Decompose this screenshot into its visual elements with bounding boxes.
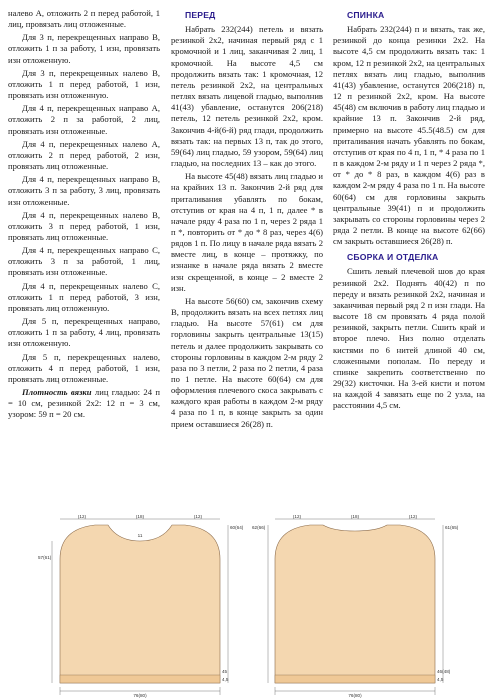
front-low2-label: 45 (222, 669, 228, 674)
back-low2-label: 46(48) (437, 669, 451, 674)
paragraph: Набрать 232(244) п и вязать, так же, резинкой до конца резинки 2х2. На высоте 4,5 см продолжить вязать так: 1 кром, 12 п резинкой 2х2, на центральных петлях вязать лиц гладью, выполнив 41(43) убавление, останутся 206(218) п, 12 п резинкой 2х2, кром. На высоте 45(48) см включив в работу лиц гладью и крайние 13 п. Закончив 2-й ряд, примерно на высоте 45.5(48.5) см для приталивания начать убавлять по бокам, отступив от края по 4 п, 1 п, * 4 раза по 1 п в каждом 2-м ряду и 1 п через 2 ряда *, от * до * 8 раз, в каждом 4(6) раз в каждом 2-м ряду 4 раза по 1 п. На высоте 60(64) см для горловины закрыть центральные 39(41) п и продолжить закрывать со стороны горловины через 2 ряда 2 петли. В конце на высоте 62(66) см закрыть оставшиеся 26(28) п. (333, 24, 485, 247)
front-rib-band (60, 675, 220, 683)
paragraph: Для 3 п, перекрещенных налево В, отложить 1 п перед работой, 1 изн, провязать изн отложенную. (8, 67, 160, 101)
front-neck-label: 11 (137, 533, 143, 538)
paragraph: На высоте 56(60) см, закончив схему В, продолжить вязать на всех петлях лиц гладью. На высоте 57(61) см для горловины закрыть центральные 13(15) петель и далее продолжить закрывать со стороны горловины в каждом 2-м ряду 2 раза по 3 петли, 2 раза по 2 петли, 4 раза по 1 петле. На высоте 60(64) см для оформления плечевого скоса закрывать с каждого края работы в каждом 2-м ряду 4 раза по 1 п, в конце закрыть за один прием оставшиеся 26(28) п. (171, 295, 323, 429)
column-2 (171, 8, 323, 432)
front-body-shape (60, 525, 220, 683)
paragraph: Сшить левый плечевой шов до края резинкой 2х2. Поднять 40(42) п по переду и вязать резинкой 2х2, начиная и заканчивая первый ряд 2 п изн глади. На высоте 18 см провязать 4 ряда полой резинкой, закрыть петли. Сшить край и второе плечо. Низ полно отделать кистями по 6 нитей длиной 40 см, сложенными пополам. По переду и спинке закрепить соответственно по 29(32) кисточки. На 3-ей кисти и потом на каждой 4 завязать еще по 2 узла, на расстоянии 4,5 см. (333, 266, 485, 411)
paragraph: налево А, отложить 2 п перед работой, 1 лиц, провязать лиц отложенные. (8, 8, 160, 30)
back-body-shape (275, 525, 435, 683)
back-top-mid-label: (18) (350, 515, 360, 519)
section-heading-assembly: СБОРКА И ОТДЕЛКА (347, 252, 439, 263)
back-scheme (252, 515, 459, 698)
paragraph: Для 3 п, перекрещенных направо В, отложить 1 п за работу, 1 изн, провязать изн отложенную. (8, 32, 160, 65)
back-height-right-label: 61(65) (445, 525, 459, 530)
back-low1-label: 4,5 (437, 677, 444, 682)
paragraph: Для 4 п, перекрещенных направо С, отложить 3 п за работой, 1 лиц, провязать изн отложенные. (8, 245, 160, 278)
back-rib-band (275, 675, 435, 683)
front-height-left-label: 57(61) (38, 555, 52, 560)
paragraph: Для 4 п, перекрещенных направо В, отложить 3 п за работу, 3 лиц, провязать изн отложенные. (8, 174, 160, 207)
paragraph: Для 4 п, перекрещенных налево А, отложить 2 п перед работой, 2 изн, провязать лиц отложенные. (8, 138, 160, 172)
back-top-left-label: (12) (292, 515, 302, 519)
section-heading-front: ПЕРЕД (185, 10, 216, 20)
paragraph: На высоте 45(48) вязать лиц гладью и на крайних 13 п. Закончив 2-й ряд для приталивания убавлять по бокам, отступив от края на 4 п, 1 п, далее * в начале ряду 4 раза по 1 п, через 2 ряда 1 п *, повторить от * до * 8 раз, через 4(6) рядов 1 п. По лицу в начале ряда вязать 2 вместе лиц, в конце – протяжку, по изнанке в начале ряда вязать 2 вместе изн скрещенной, в конце – 2 вместе 2 изн. (171, 171, 323, 293)
front-height-right-label: 60(64) (230, 525, 244, 530)
front-top-mid-label: (18) (135, 515, 145, 519)
paragraph: Для 5 п, перекрещенных налево, отложить 4 п перед работой, 1 изн, провязать лиц отложенные. (8, 351, 160, 384)
paragraph: Для 4 п, перекрещенных налево С, отложить 1 п перед работой, 3 изн, провязать лиц отложенную. (8, 280, 160, 313)
paragraph: Для 4 п, перекрещенных направо А, отложить 2 п за работой, 2 лиц, провязать изн отложенные. (8, 103, 160, 136)
front-top-right-label: (12) (193, 515, 203, 519)
gauge-text: лиц гладью: 24 п = 10 см, резинкой 2х2: 12 п = 3 см, узором: 59 п = 20 см. (8, 387, 160, 420)
front-width-label: 76(80) (133, 693, 147, 698)
gauge-paragraph (8, 387, 160, 420)
back-height-left-label: 62(66) (252, 525, 266, 530)
back-top-right-label: (12) (408, 515, 418, 519)
paragraph: Для 5 п, перекрещенных направо, отложить 1 п за работу, 4 лиц, провязать изн отложенную. (8, 316, 160, 349)
pattern-schemes (0, 515, 493, 698)
back-width-label: 76(80) (348, 693, 362, 698)
front-top-left-label: (12) (77, 515, 87, 519)
column-3 (333, 8, 485, 413)
paragraph: Для 4 п, перекрещенных налево В, отложить 3 п перед работой, 1 изн, провязать лиц отложенные. (8, 209, 160, 242)
column-1 (8, 8, 160, 422)
front-low1-label: 4,5 (222, 677, 229, 682)
front-scheme (38, 515, 244, 698)
paragraph: Набрать 232(244) петель и вязать резинкой 2х2, начиная первый ряд с 1 кромочной и 1 лиц, заканчивая 2 лиц, 1 кромочной. На высоте 4,5 см продолжить вязать так: 1 кромочная, 12 петель резинкой 2х2, на центральных петлях вязать лицевой гладью, выполнив 41(43) убавление, останутся 206(218) петель, 12 петель резинкой 2х2, кром. Закончив 4-й(6-й) ряд глади, продолжить вязать так: на первых 13 п, так до этого, 59(64) лиц гладью, 59 узором, 59(64) лиц гладью, на последних 13 – как до этого. (171, 24, 323, 169)
section-heading-back: СПИНКА (347, 10, 385, 20)
gauge-label: Плотность вязки (22, 387, 92, 397)
